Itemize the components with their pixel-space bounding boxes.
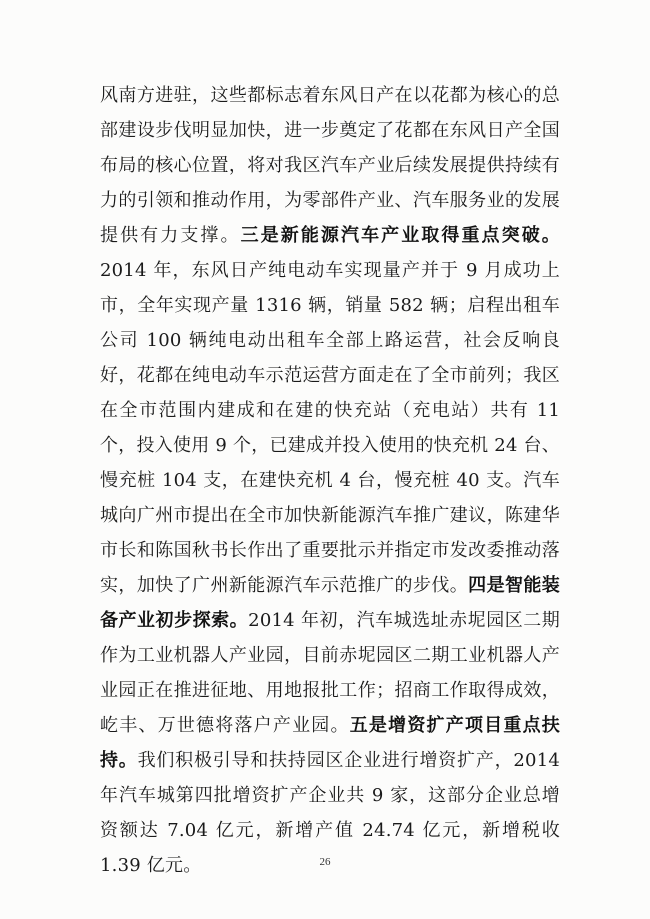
heading-run-smart-equipment: 四是智能装备产业初步探索。 xyxy=(100,575,561,631)
text-run: 风南方进驻，这些都标志着东风日产在以花都为核心的总部建设步伐明显加快，进一步奠定了花都在东风日产全国布局的核心位置，将对我区汽车产业后续发展提供持续有力的引领和推动作用，为零部件产业、汽车服务业的发展提供有力支撑。 xyxy=(100,85,560,246)
text-run: 我们积极引导和扶持园区企业进行增资扩产，2014 年汽车城第四批增资扩产企业共 9 家，这部分企业总增资额达 7.04 亿元，新增产值 24.74 亿元，新增税收 1.39 亿元。 xyxy=(100,750,561,876)
text-run: 2014 年初，汽车城选址赤坭园区二期作为工业机器人产业园，目前赤坭园区二期工业机器人产业园正在推进征地、用地报批工作；招商工作取得成效，屹丰、万世德将落户产业园。 xyxy=(100,610,560,736)
text-run: 2014 年，东风日产纯电动车实现量产并于 9 月成功上市，全年实现产量 1316 辆，销量 582 辆；启程出租车公司 100 辆纯电动出租车全部上路运营，社会反响良好，花都在纯电动车示范运营方面走在了全市前列；我区在全市范围内建成和在建的快充站（充电站）共有 11 个，投入使用 9 个，已建成并投入使用的快充机 24 台、慢充桩 104 支，在建快充机 4 台，慢充桩 40 支。汽车城向广州市提出在全市加快新能源汽车推广建议，陈建华市长和陈国秋书长作出了重要批示并指定市发改委推动落实，加快了广州新能源汽车示范推广的步伐。 xyxy=(100,260,560,596)
page-number: 26 xyxy=(319,856,331,868)
heading-run-capital-expansion: 五是增资扩产项目重点扶持。 xyxy=(100,715,560,771)
heading-run-new-energy: 三是新能源汽车产业取得重点突破。 xyxy=(240,225,560,246)
body-paragraph xyxy=(100,78,560,883)
